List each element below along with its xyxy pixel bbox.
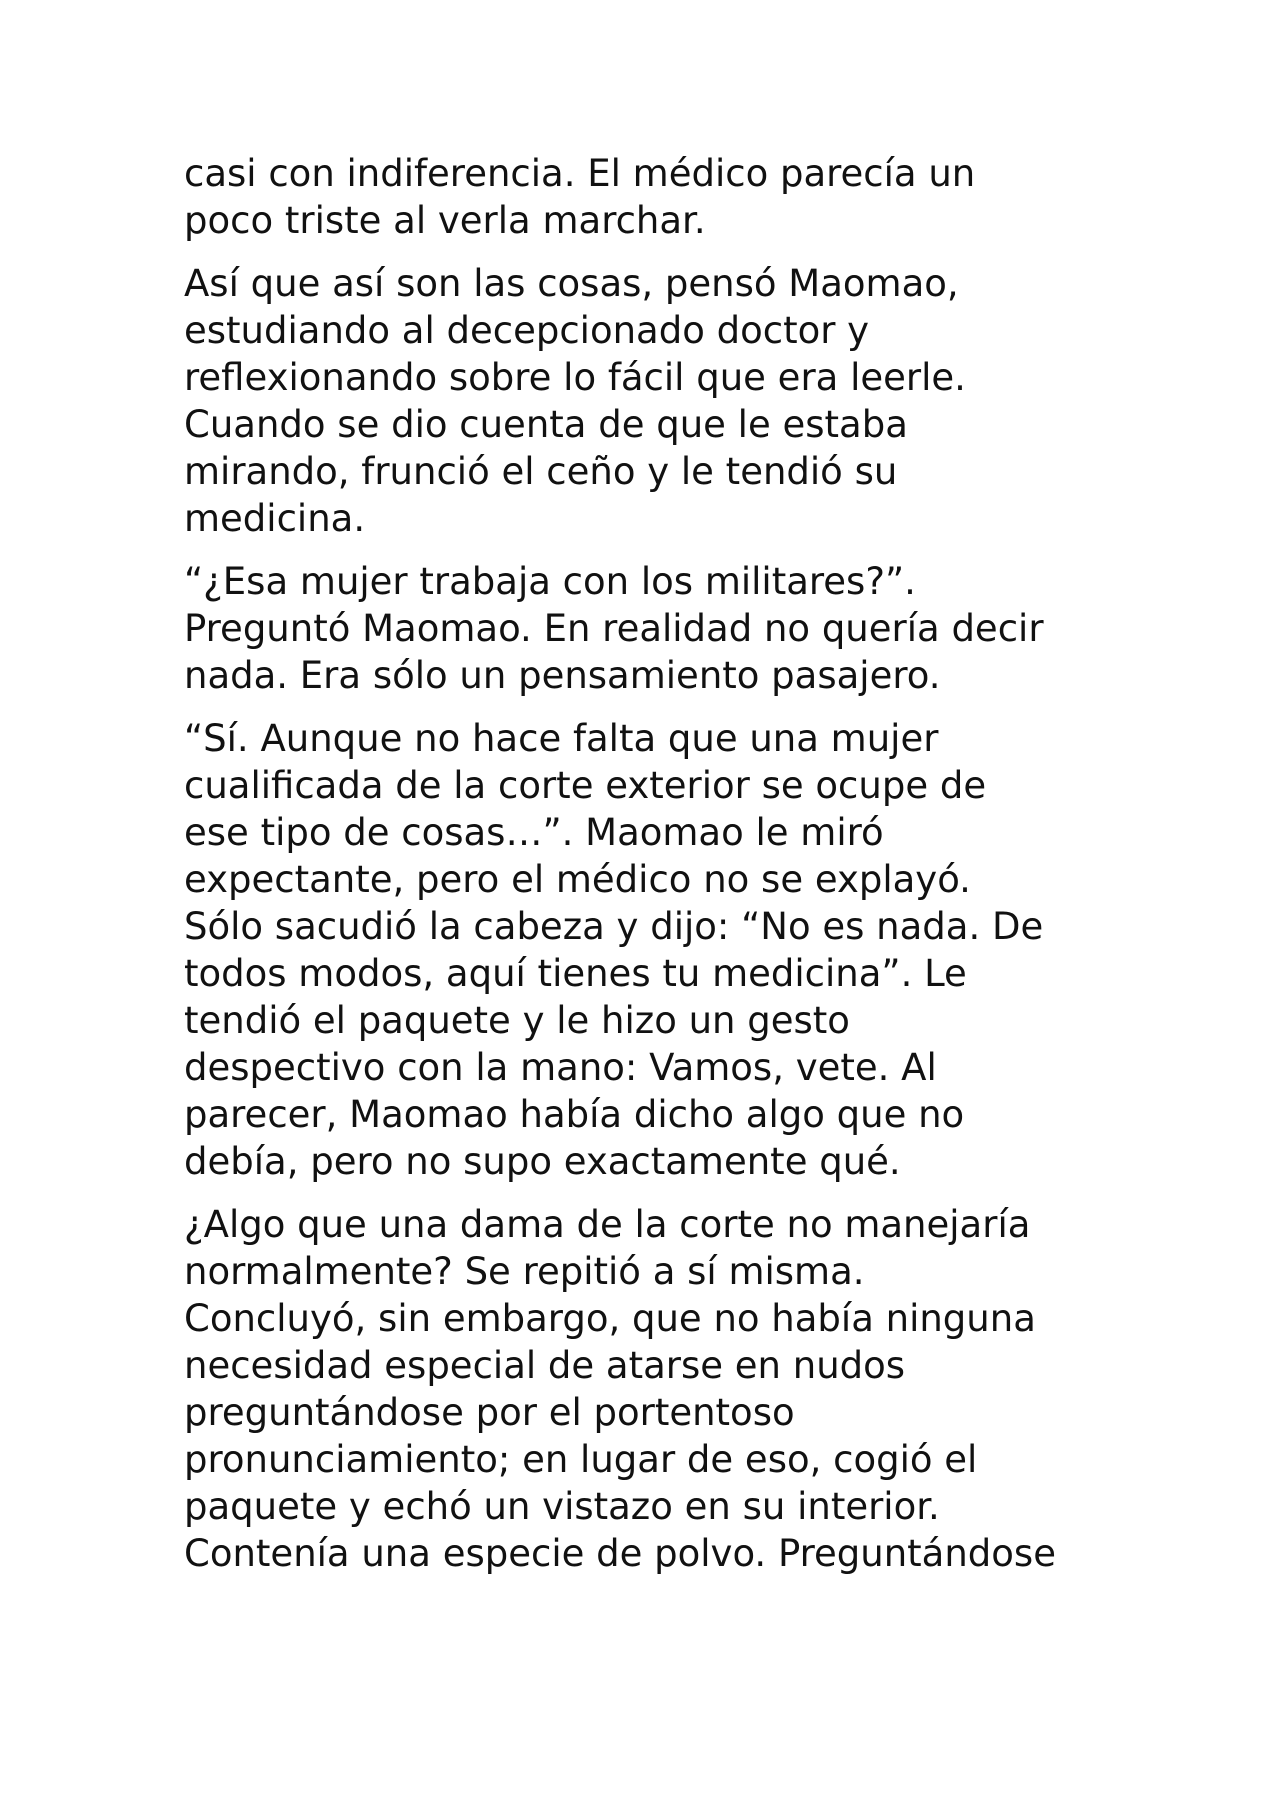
text-line: expectante, pero el médico no se explayó. <box>184 858 971 901</box>
text-line: despectivo con la mano: Vamos, vete. Al <box>184 1046 937 1089</box>
text-line: casi con indiferencia. El médico parecía un <box>184 152 976 195</box>
text-line: Cuando se dio cuenta de que le estaba <box>184 403 908 446</box>
paragraph-2 <box>184 260 1124 542</box>
text-line: estudiando al decepcionado doctor y <box>184 309 870 352</box>
text-line: paquete y echó un vistazo en su interior. <box>184 1485 940 1528</box>
text-line: Así que así son las cosas, pensó Maomao, <box>184 262 959 305</box>
text-line: mirando, frunció el ceño y le tendió su <box>184 450 898 493</box>
text-line: debía, pero no supo exactamente qué. <box>184 1140 901 1183</box>
text-line: preguntándose por el portentoso <box>184 1391 795 1434</box>
text-line: cualificada de la corte exterior se ocupe de <box>184 764 987 807</box>
text-line: pronunciamiento; en lugar de eso, cogió el <box>184 1438 978 1481</box>
text-line: parecer, Maomao había dicho algo que no <box>184 1093 965 1136</box>
text-line: Concluyó, sin embargo, que no había ninguna <box>184 1297 1036 1340</box>
paragraph-4 <box>184 715 1124 1185</box>
text-line: “¿Esa mujer trabaja con los militares?”. <box>184 560 916 603</box>
text-line: ese tipo de cosas…”. Maomao le miró <box>184 811 884 854</box>
text-line: “Sí. Aunque no hace falta que una mujer <box>184 717 939 760</box>
paragraph-5 <box>184 1201 1124 1577</box>
text-line: Preguntó Maomao. En realidad no quería decir <box>184 607 1044 650</box>
text-line: Contenía una especie de polvo. Preguntándose <box>184 1532 1056 1575</box>
text-line: tendió el paquete y le hizo un gesto <box>184 999 850 1042</box>
paragraph-1 <box>184 150 1124 244</box>
document-text-body <box>184 150 1124 1593</box>
text-line: todos modos, aquí tienes tu medicina”. Le <box>184 952 967 995</box>
text-line: necesidad especial de atarse en nudos <box>184 1344 906 1387</box>
text-line: poco triste al verla marchar. <box>184 199 706 242</box>
text-line: ¿Algo que una dama de la corte no manejaría <box>184 1203 1031 1246</box>
text-line: medicina. <box>184 497 366 540</box>
text-line: reflexionando sobre lo fácil que era leerle. <box>184 356 966 399</box>
paragraph-3 <box>184 558 1124 699</box>
text-line: nada. Era sólo un pensamiento pasajero. <box>184 654 941 697</box>
text-line: Sólo sacudió la cabeza y dijo: “No es nada. De <box>184 905 1044 948</box>
text-line: normalmente? Se repitió a sí misma. <box>184 1250 865 1293</box>
